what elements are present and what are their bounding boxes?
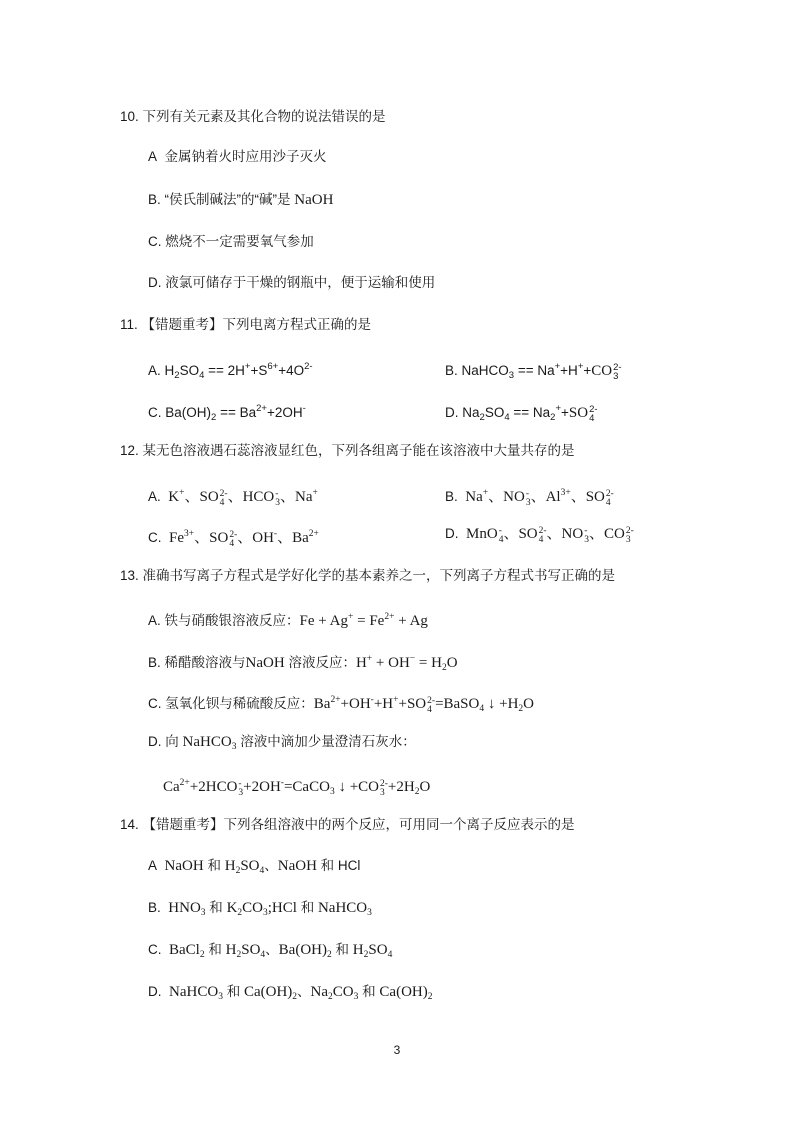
q13-option-d: D. 向 NaHCO$_3$ 溶液中滴加少量澄清石灰水： (148, 734, 416, 752)
q14-stem: 14. 【错题重考】下列各组溶液中的两个反应，可用同一个离子反应表示的是 (120, 817, 575, 832)
q13-option-b: B. 稀醋酸溶液与NaOH 溶液反应：$H^+ + OH^- = H_2O$ (148, 654, 458, 673)
q12-option-d: D. MnO - 4 、SO 2- 4 、NO - 3 、CO 2- 3 (445, 526, 634, 545)
q12-option-a: A. K+、SO 2- 4 、HCO - 3 、Na+ (148, 488, 318, 508)
q14-option-c: C. BaCl$_2$ 和 $H_2SO_4$、$Ba(OH)_2$ 和 $H_2SO_4$ (148, 942, 393, 960)
q11-option-c: C. $Ba(OH)_2 == Ba^{2+}+2OH^-$ (148, 403, 306, 423)
q11-option-b: B. NaHCO$_3$ == Na++H++CO 2- 3 (445, 361, 622, 382)
q11-stem: 11. 【错题重考】下列电离方程式正确的是 (120, 317, 372, 332)
q10-option-a: A 金属钠着火时应用沙子灭火 (148, 149, 327, 164)
q10-option-c: C. 燃烧不一定需要氧气参加 (148, 234, 314, 249)
q14-option-a: A NaOH 和 $H_2SO_4$、NaOH 和 HCl (148, 858, 361, 876)
q14-option-b: B. $HNO_3$ 和 $K_2CO_3;HCl$ 和 NaHCO$_3$ (148, 900, 372, 918)
q13-option-c: C. 氢氧化钡与稀硫酸反应：$Ba^{2+}+OH^-+H^++SO$ 2- 4 =BaSO$_4$ ↓ $+H_2O$ (148, 695, 534, 715)
q13-stem: 13. 准确书写离子方程式是学好化学的基本素养之一，下列离子方程式书写正确的是 (120, 568, 616, 583)
q11-option-a: A. $H_2SO_4 == 2H^++S^{6+}+4O^{2-}$ (148, 361, 313, 381)
page-number: 3 (393, 1043, 401, 1057)
q12-option-c: C. $Fe^{3+}$、SO 2- 4 、OH-、$Ba^{2+}$ (148, 529, 319, 549)
q10-option-b: B. “侯氏制碱法”的“碱”是 NaOH (148, 192, 334, 208)
q10-stem: 10. 下列有关元素及其化合物的说法错误的是 (120, 109, 386, 124)
q13-option-d-equation: $Ca^{2+}+2HCO$ - 3 +2OH-=CaCO$_3$ ↓ +CO 2- 3 $+2H_2O$ (163, 778, 431, 798)
q11-option-d: D. $Na_2SO_4 == Na_2^++SO$ 2- 4 (445, 403, 598, 424)
q10-option-d: D. 液氯可储存于干燥的钢瓶中，便于运输和使用 (148, 275, 436, 290)
q12-stem: 12. 某无色溶液遇石蕊溶液显红色，下列各组离子能在该溶液中大量共存的是 (120, 443, 575, 458)
q12-option-b: B. Na+、NO - 3 、$Al^{3+}$、SO 2- 4 (445, 488, 614, 508)
q14-option-d: D. NaHCO$_3$ 和 $Ca(OH)_2$、$Na_2CO_3$ 和 $Ca(OH)_2$ (148, 984, 433, 1002)
q13-option-a: A. 铁与硝酸银溶液反应：$Fe + Ag^+ = Fe^{2+} + Ag$ (148, 612, 428, 629)
